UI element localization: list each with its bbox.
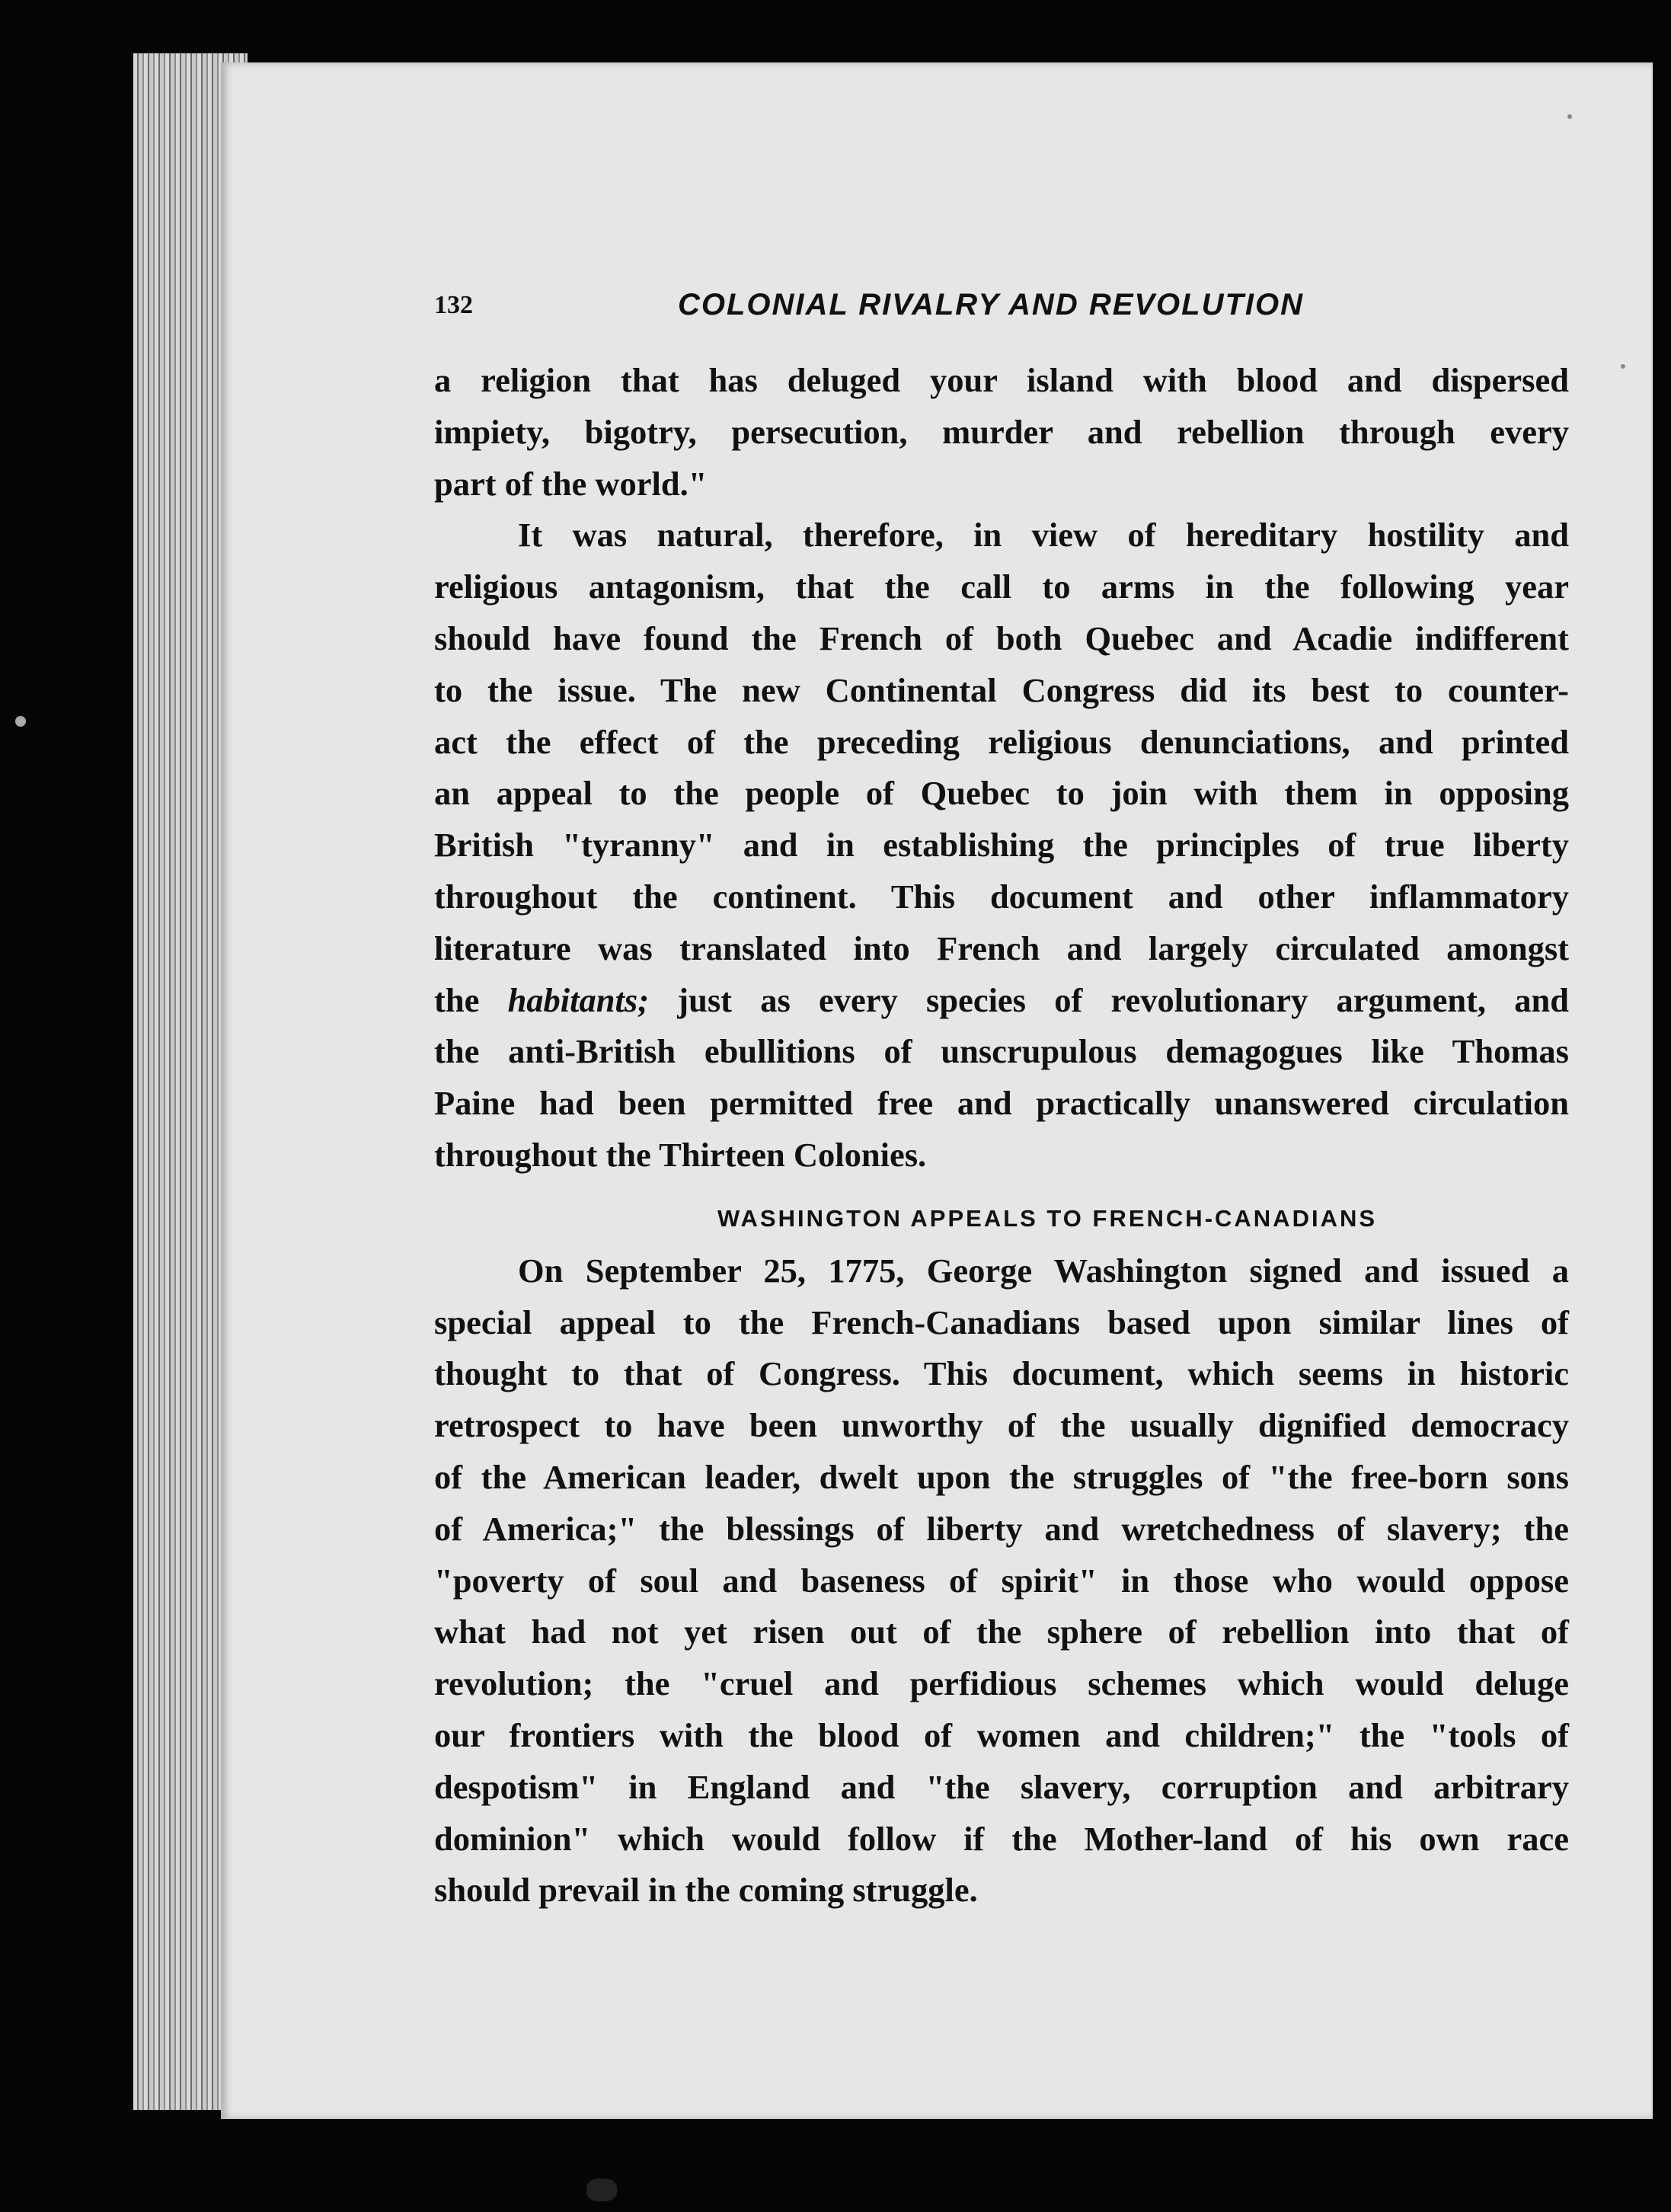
section-heading: WASHINGTON APPEALS TO FRENCH-CANADIANS (717, 1204, 1378, 1232)
text-line-with-italic (434, 975, 1569, 1027)
text-line: of America;" the blessings of liberty and wretchedness of slavery; the (434, 1509, 1569, 1548)
text-line: of the American leader, dwelt upon the struggles of "the free-born sons (434, 1457, 1569, 1496)
dust-speck (1621, 364, 1625, 369)
body-text (434, 355, 1569, 1916)
text-line: literature was translated into French and largely circulated amongst (434, 929, 1569, 967)
text-line: retrospect to have been unworthy of the usually dignified democracy (434, 1406, 1569, 1445)
text-line: It was natural, therefore, in view of hereditary hostility and (518, 516, 1569, 555)
text-line: religious antagonism, that the call to arms in the following year (434, 567, 1569, 606)
text-line: part of the world." (434, 464, 708, 503)
text-line: Paine had been permitted free and practically unanswered circulation (434, 1084, 1569, 1123)
text-line: act the effect of the preceding religious denunciations, and printed (434, 722, 1569, 761)
running-title: COLONIAL RIVALRY AND REVOLUTION (678, 288, 1305, 321)
text-line: throughout the Thirteen Colonies. (434, 1135, 927, 1174)
text-line: should have found the French of both Quebec and Acadie indifferent (434, 619, 1569, 657)
text-line: impiety, bigotry, persecution, murder and rebellion through every (434, 412, 1569, 451)
page-header (434, 283, 1653, 337)
italic-term: habitants; (507, 980, 650, 1019)
dust-speck (15, 716, 26, 727)
text-line: British "tyranny" and in establishing the principles of true liberty (434, 826, 1569, 865)
text-line: to the issue. The new Continental Congress did its best to counter- (434, 670, 1569, 709)
text-line: should prevail in the coming struggle. (434, 1871, 978, 1910)
text-line: thought to that of Congress. This document, which seems in historic (434, 1354, 1569, 1393)
text-line: the anti-British ebullitions of unscrupulous demagogues like Thomas (434, 1032, 1569, 1071)
page-number: 132 (434, 291, 473, 319)
text-line: On September 25, 1775, George Washington signed and issued a (518, 1251, 1569, 1290)
text-fragment: the (434, 980, 508, 1019)
text-line: "poverty of soul and baseness of spirit" in those who would oppose (434, 1561, 1569, 1600)
text-line: dominion" which would follow if the Mother-land of his own race (434, 1819, 1569, 1858)
text-line: special appeal to the French-Canadians based upon similar lines of (434, 1303, 1569, 1341)
text-line: what had not yet risen out of the sphere of rebellion into that of (434, 1613, 1569, 1651)
text-line: an appeal to the people of Quebec to join with them in opposing (434, 774, 1569, 813)
text-line: a religion that has deluged your island with blood and dispersed (434, 361, 1569, 399)
text-line: revolution; the "cruel and perfidious schemes which would deluge (434, 1664, 1569, 1703)
text-line: throughout the continent. This document and other inflammatory (434, 877, 1569, 916)
text-line: our frontiers with the blood of women and children;" the "tools of (434, 1715, 1569, 1754)
text-line: despotism" in England and "the slavery, corruption and arbitrary (434, 1767, 1569, 1806)
text-fragment: just as every species of revolutionary argument, and (649, 980, 1569, 1019)
dust-speck (1567, 114, 1572, 119)
scan-artifact (586, 2178, 617, 2201)
